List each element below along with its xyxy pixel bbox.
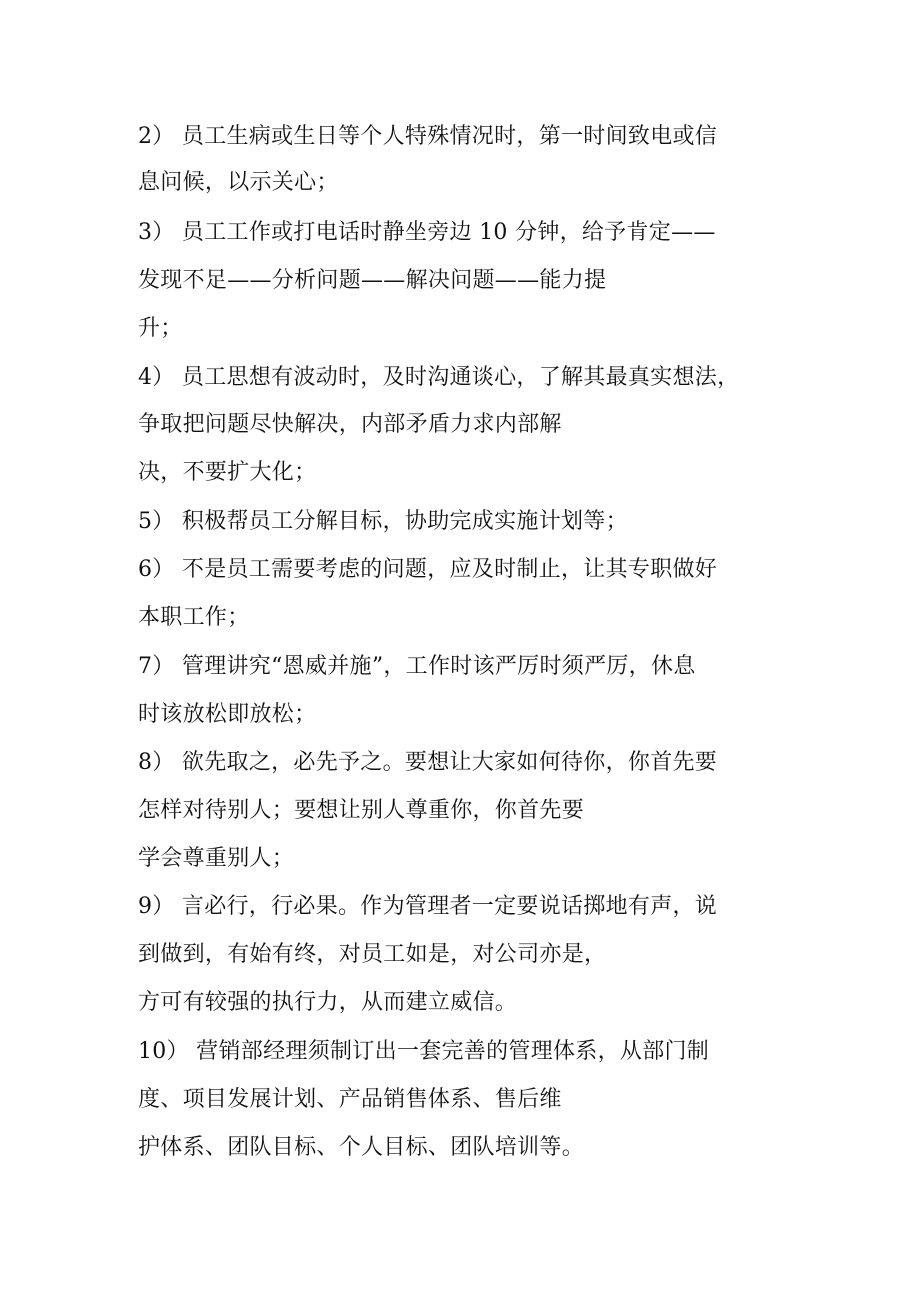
text-line: 10） 营销部经理须制订出一套完善的管理体系，从部门制 — [138, 1039, 710, 1064]
text-line: 怎样对待别人；要想让别人尊重你，你首先要 — [138, 798, 585, 823]
text-line: 8） 欲先取之，必先予之。要想让大家如何待你，你首先要 — [138, 750, 718, 775]
text-line: 5） 积极帮员工分解目标，协助完成实施计划等； — [138, 509, 628, 534]
text-line: 度、项目发展计划、产品销售体系、售后维 — [138, 1087, 562, 1112]
text-line: 4） 员工思想有波动时，及时沟通谈心，了解其最真实想法， — [138, 365, 740, 390]
text-line: 时该放松即放松； — [138, 702, 317, 727]
text-line: 息问候，以示关心； — [138, 170, 339, 195]
text-line: 9） 言必行，行必果。作为管理者一定要说话掷地有声，说 — [138, 894, 718, 919]
text-line: 升； — [138, 316, 183, 341]
text-line: 护体系、团队目标、个人目标、团队培训等。 — [138, 1135, 585, 1160]
text-line: 发现不足——分析问题——解决问题——能力提 — [138, 268, 607, 293]
text-line: 6） 不是员工需要考虑的问题，应及时制止，让其专职做好 — [138, 557, 718, 582]
text-line: 本职工作； — [138, 605, 250, 630]
text-line: 2） 员工生病或生日等个人特殊情况时，第一时间致电或信 — [138, 124, 718, 149]
text-line: 3） 员工工作或打电话时静坐旁边 10 分钟，给予肯定—— — [138, 220, 716, 245]
text-line: 方可有较强的执行力，从而建立威信。 — [138, 990, 518, 1015]
text-line: 学会尊重别人； — [138, 846, 295, 871]
text-line: 到做到，有始有终，对员工如是，对公司亦是， — [138, 942, 607, 967]
text-line: 争取把问题尽快解决，内部矛盾力求内部解 — [138, 412, 562, 437]
text-line: 决，不要扩大化； — [138, 460, 317, 485]
text-line: 7） 管理讲究“恩威并施”，工作时该严厉时须严厉，休息 — [138, 654, 696, 679]
